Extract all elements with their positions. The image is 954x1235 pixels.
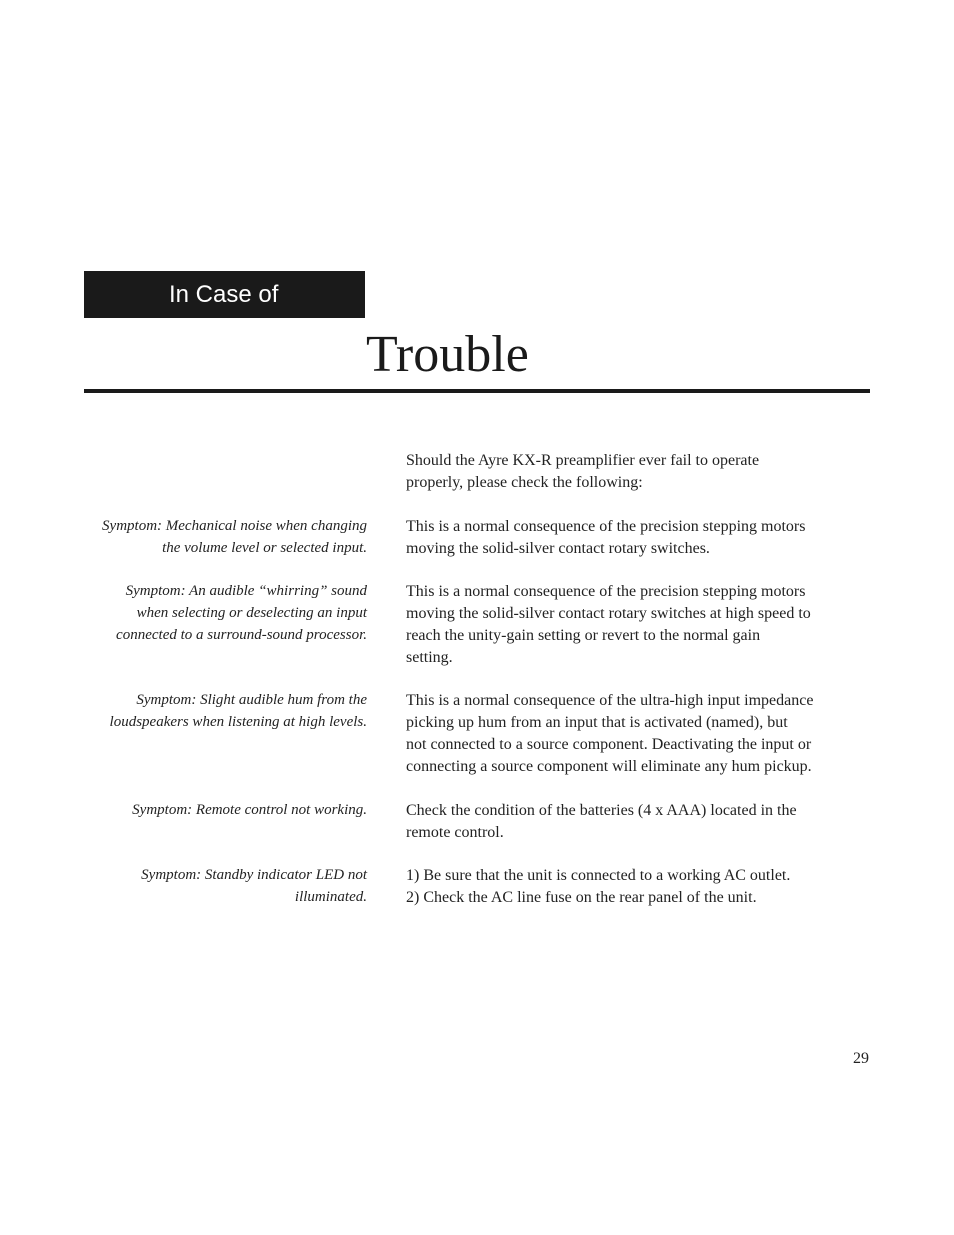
- answer-line: moving the solid-silver contact rotary switches.: [406, 540, 710, 557]
- answer-line: This is a normal consequence of the precision stepping motors: [406, 583, 806, 600]
- symptom-standby-led: [67, 864, 367, 908]
- answer-remote-control: [406, 800, 870, 844]
- intro-line: Should the Ayre KX-R preamplifier ever fail to operate: [406, 452, 760, 469]
- answer-line: setting.: [406, 649, 453, 666]
- intro-line: properly, please check the following:: [406, 474, 643, 491]
- answer-line: moving the solid-silver contact rotary switches at high speed to: [406, 605, 811, 622]
- answer-mechanical-noise: [406, 516, 870, 560]
- symptom-line: loudspeakers when listening at high levels.: [109, 714, 367, 730]
- symptom-line: Symptom: Standby indicator LED not: [141, 867, 367, 883]
- symptom-line: Symptom: Remote control not working.: [132, 802, 367, 818]
- symptom-remote-control: [67, 799, 367, 821]
- answer-line: 1) Be sure that the unit is connected to a working AC outlet.: [406, 867, 791, 884]
- answer-line: 2) Check the AC line fuse on the rear panel of the unit.: [406, 889, 757, 906]
- answer-line: picking up hum from an input that is activated (named), but: [406, 714, 788, 731]
- answer-line: reach the unity-gain setting or revert to the normal gain: [406, 627, 761, 644]
- title-divider: [84, 389, 870, 393]
- answer-line: not connected to a source component. Deactivating the input or: [406, 736, 812, 753]
- answer-audible-hum: [406, 690, 870, 778]
- symptom-line: when selecting or deselecting an input: [136, 605, 367, 621]
- section-banner: [84, 271, 365, 318]
- answer-line: This is a normal consequence of the ultra-high input impedance: [406, 692, 814, 709]
- page-title: Trouble: [366, 326, 529, 383]
- symptom-line: illuminated.: [294, 889, 367, 905]
- symptom-line: the volume level or selected input.: [162, 540, 367, 556]
- symptom-audible-hum: [67, 689, 367, 733]
- answer-line: connecting a source component will eliminate any hum pickup.: [406, 758, 812, 775]
- symptom-mechanical-noise: [67, 515, 367, 559]
- answer-line: remote control.: [406, 824, 504, 841]
- symptom-line: Symptom: An audible “whirring” sound: [125, 583, 367, 599]
- answer-whirring-sound: [406, 581, 870, 669]
- answer-line: Check the condition of the batteries (4 x AAA) located in the: [406, 802, 797, 819]
- symptom-whirring-sound: [67, 580, 367, 646]
- symptom-line: connected to a surround-sound processor.: [116, 627, 367, 643]
- intro-paragraph: [406, 450, 870, 494]
- symptom-line: Symptom: Mechanical noise when changing: [102, 518, 367, 534]
- symptom-line: Symptom: Slight audible hum from the: [136, 692, 367, 708]
- answer-standby-led: [406, 865, 870, 909]
- page-number: 29: [853, 1050, 869, 1067]
- section-banner-label: In Case of: [169, 281, 279, 308]
- answer-line: This is a normal consequence of the precision stepping motors: [406, 518, 806, 535]
